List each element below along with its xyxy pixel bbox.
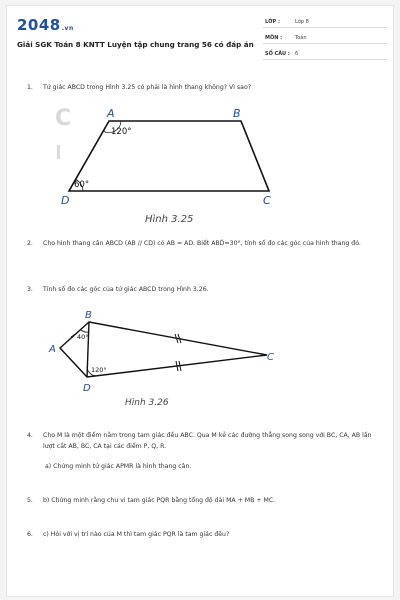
vertex-label-b: B (233, 107, 241, 120)
document-title: Giải SGK Toán 8 KNTT Luyện tập chung trang 56 có đáp án (17, 40, 254, 49)
figure-caption: Hình 3.25 (145, 214, 194, 225)
angle-arc-b (81, 330, 89, 332)
angle-label-a: 120° (111, 127, 132, 137)
vertex-label-a: A (107, 107, 115, 120)
angle-label-d: 60° (74, 180, 90, 190)
angle-label-d: 120° (91, 366, 107, 374)
watermark-mark-icon (57, 145, 60, 159)
trapezoid-abcd (69, 121, 269, 191)
vertex-label-c: C (263, 194, 271, 207)
vertex-label-d: D (83, 383, 91, 394)
watermark-letter-icon: C (55, 106, 72, 131)
figure-3-25 (47, 101, 287, 231)
meta-subject: MÔN : Toán (263, 32, 387, 44)
tick-mark-ad (72, 361, 77, 366)
meta-grade: LỚP : Lớp 8 (263, 16, 387, 28)
vertex-label-b: B (85, 310, 92, 321)
vertex-label-c: C (267, 352, 274, 363)
vertex-label-a: A (49, 344, 56, 355)
figure-3-26 (47, 306, 287, 416)
meta-question-count: SỐ CÂU : 6 (263, 48, 387, 60)
document-header (17, 12, 387, 64)
figure-caption: Hình 3.26 (125, 398, 169, 408)
site-logo[interactable]: 2048.vn (17, 16, 74, 34)
question-4-part-a: a) Chứng minh tứ giác APMR là hình thang cân. (45, 463, 192, 470)
document-page: 2048.vn Giải SGK Toán 8 KNTT Luyện tập chung trang 56 có đáp án LỚP : Lớp 8 MÔN : Toán SỐ CÂU : 6 1. Tứ giác ABCD trong Hình 3.25 có phải là hình thang không? Vì sao? C A B C D 120° 60° Hình 3.25 2. Cho hình thang cân ABCD (AB // CD) có AB = AD. Biết ABD̂=30°, tính số đo các góc của hình thang đó. 3. Tính số đo các góc của tứ giác ABCD trong Hình 3.26. A B C D 40° 120° Hình 3.26 4. Cho M là một điểm nằm trong tam giác đều ABC. Qua M kẻ các đường thẳng song song với BC, CA, AB lần lượt cắt AB, BC, CA tại các điểm P, Q, R. a) Chứng minh tứ giác APMR là hình thang cân. 5. b) Chứng minh rằng chu vi tam giác PQR bằng tổng độ dài MA + MB + MC. 6. c) Hỏi với vị trí nào của M thì tam giác PQR là tam giác đều? (6, 5, 394, 597)
vertex-label-d: D (61, 194, 70, 207)
angle-label-b: 40° (77, 333, 89, 341)
